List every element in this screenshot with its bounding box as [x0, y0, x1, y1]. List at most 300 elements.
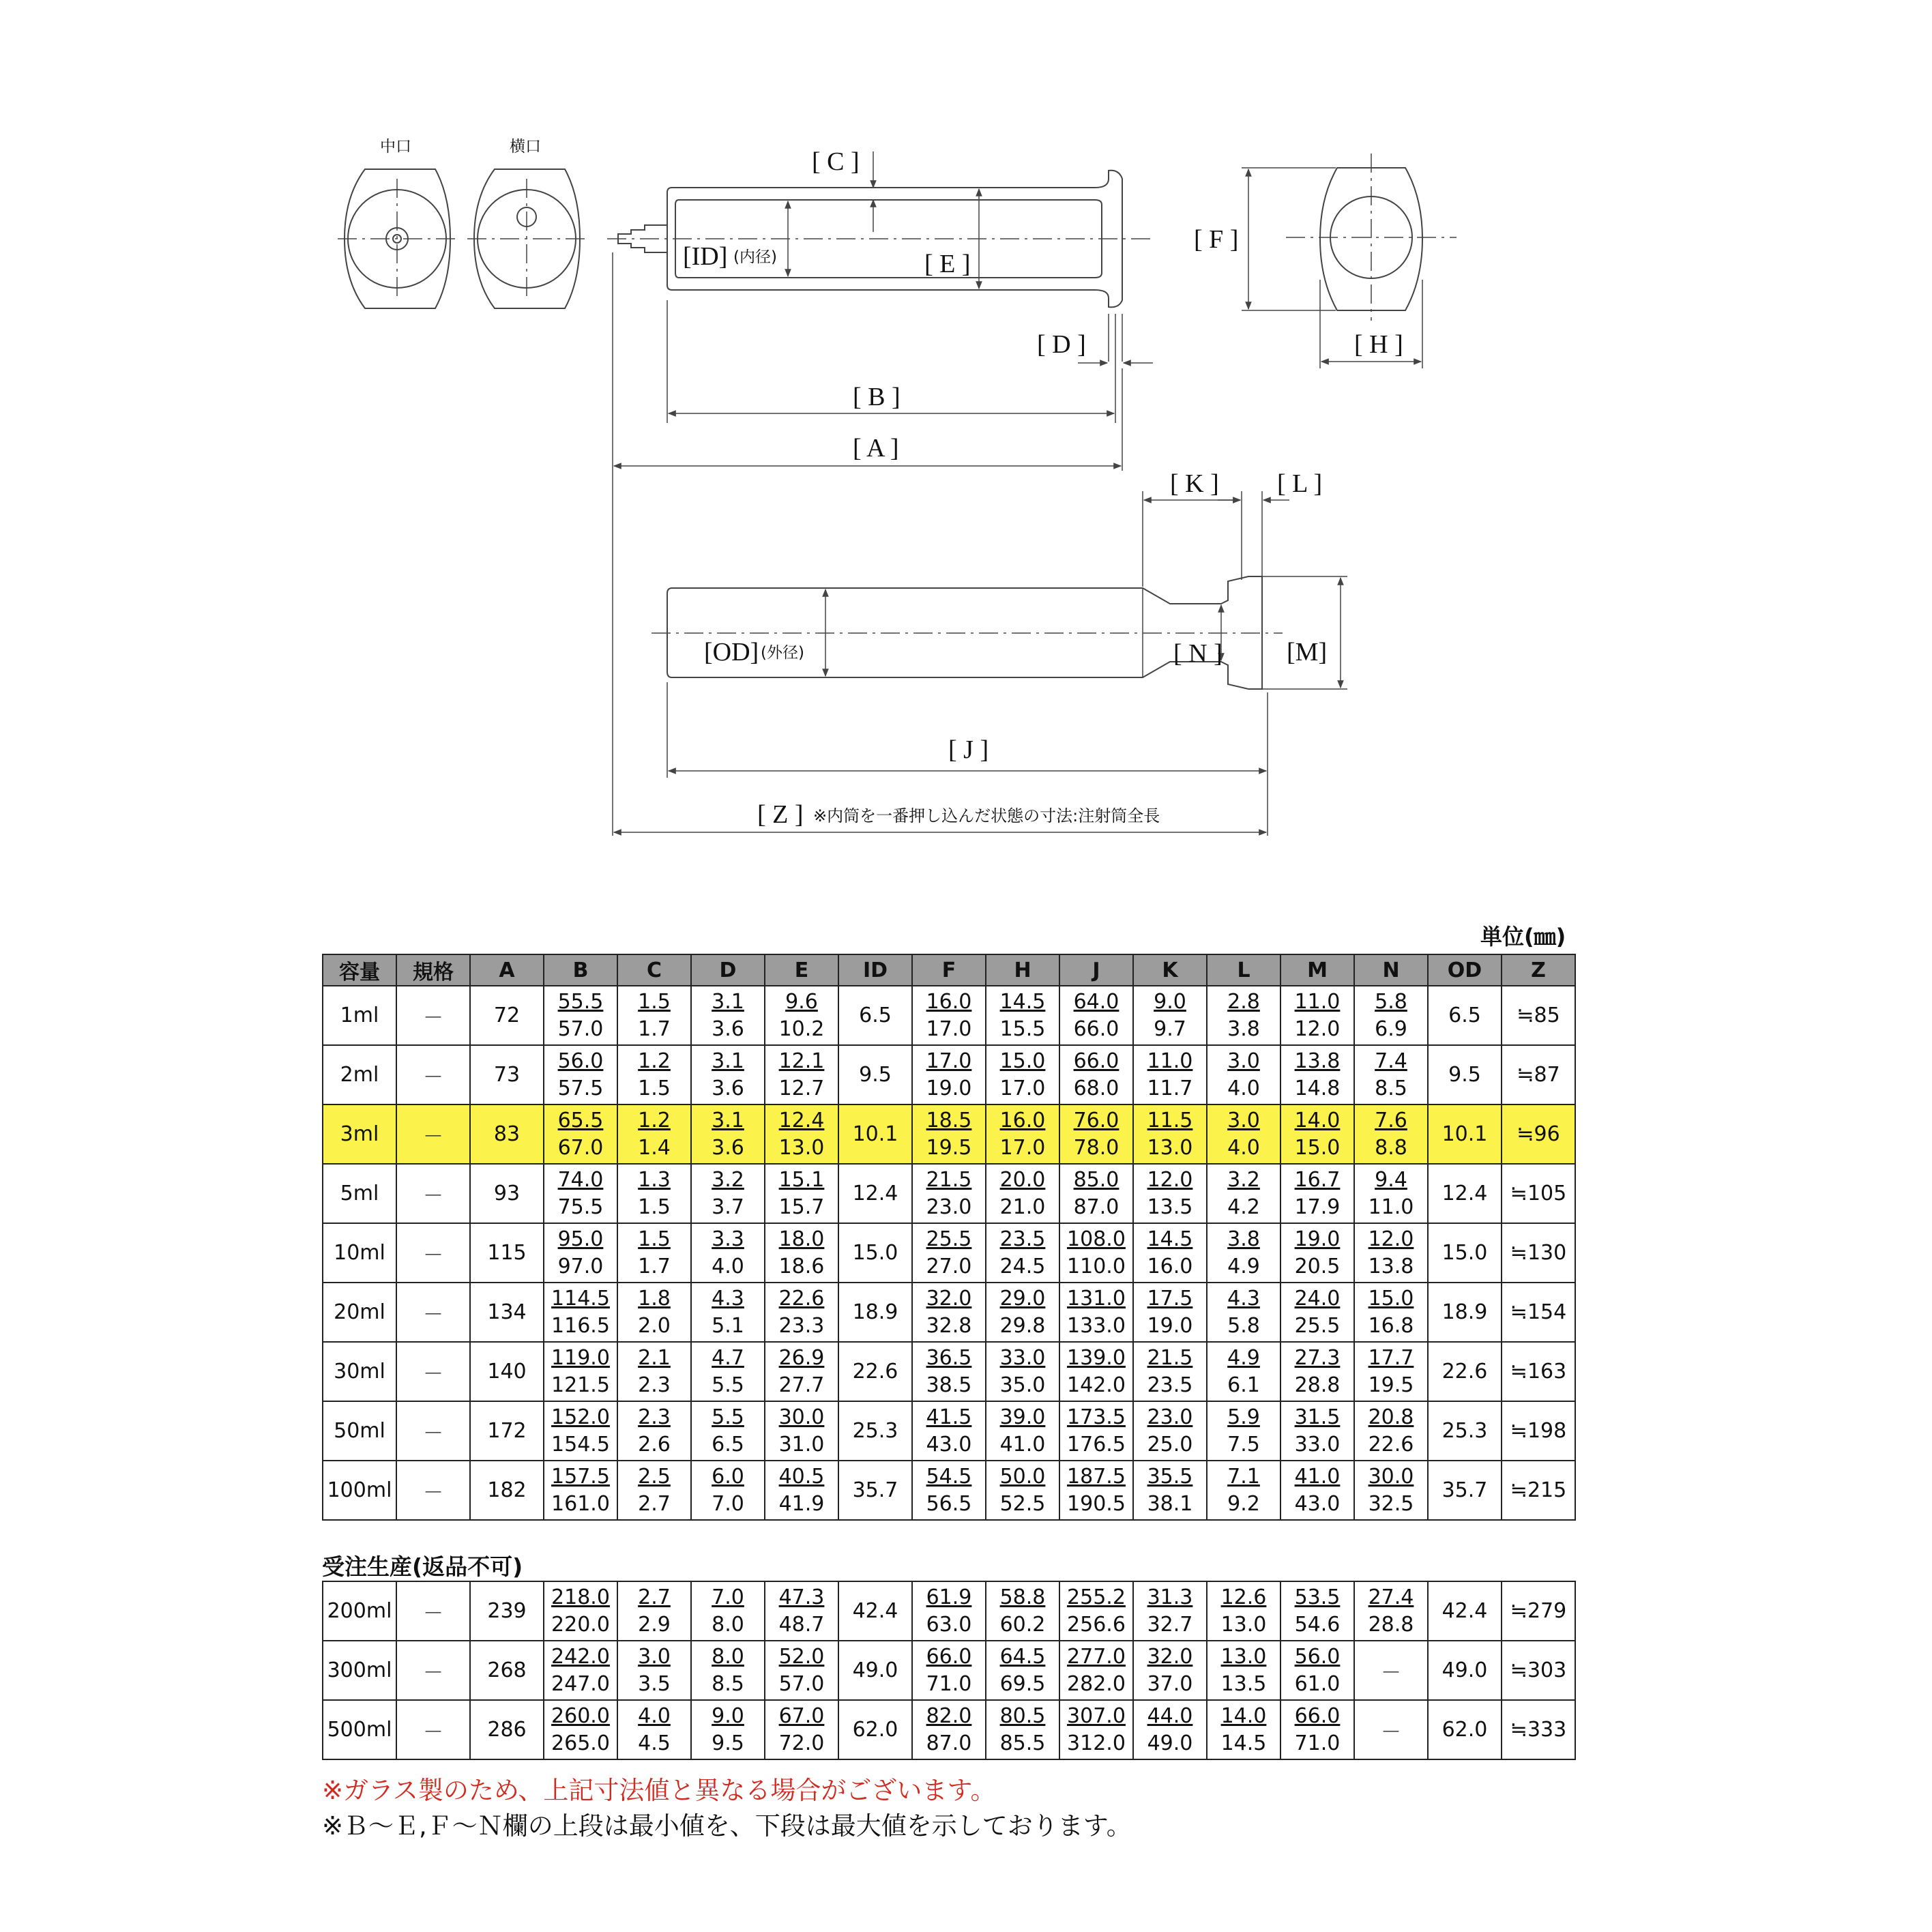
- table-row: [323, 1045, 1575, 1104]
- min-value: 54.5: [926, 1464, 972, 1489]
- cell-j: [1059, 1641, 1133, 1700]
- max-value: 72.0: [778, 1731, 825, 1755]
- cell-std: －: [396, 1164, 470, 1223]
- max-value: 38.1: [1147, 1491, 1193, 1516]
- min-value: 36.5: [926, 1345, 972, 1370]
- cell-l: [1207, 1641, 1280, 1700]
- max-value: 3.6: [712, 1135, 744, 1160]
- cell-e: [765, 1104, 838, 1164]
- dim-label-id: [ID]: [683, 242, 728, 271]
- cell-std: －: [396, 1641, 470, 1700]
- min-value: 307.0: [1067, 1703, 1126, 1728]
- table-row: [323, 1104, 1575, 1164]
- min-value: 41.5: [926, 1405, 972, 1429]
- max-value: 8.5: [1375, 1076, 1407, 1100]
- max-value: 60.2: [999, 1612, 1046, 1637]
- max-value: 4.0: [1227, 1135, 1260, 1160]
- cell-f: [912, 1283, 986, 1342]
- cell-h: [986, 1223, 1059, 1283]
- cell-a: 72: [470, 986, 544, 1045]
- max-value: 4.0: [712, 1254, 744, 1278]
- max-value: 4.0: [1227, 1076, 1260, 1100]
- max-value: 21.0: [999, 1195, 1046, 1219]
- dim-label-e: [ E ]: [924, 250, 971, 278]
- max-value: 23.5: [1147, 1373, 1193, 1397]
- min-value: 3.2: [712, 1167, 744, 1192]
- cell-k: [1133, 1045, 1207, 1104]
- cell-h: [986, 1581, 1059, 1641]
- cell-std: －: [396, 1581, 470, 1641]
- cell-id: 15.0: [838, 1223, 912, 1283]
- min-value: 7.0: [712, 1585, 744, 1609]
- max-value: 6.9: [1375, 1016, 1407, 1041]
- max-value: 67.0: [557, 1135, 604, 1160]
- max-value: 176.5: [1067, 1432, 1126, 1457]
- dim-label-id-note: (内径): [733, 248, 777, 266]
- cell-d: [691, 1581, 765, 1641]
- cell-a: 134: [470, 1283, 544, 1342]
- header-k: K: [1133, 954, 1207, 986]
- min-value: 4.0: [638, 1703, 671, 1728]
- min-value: 30.0: [778, 1405, 825, 1429]
- cell-f: [912, 1164, 986, 1223]
- cell-k: [1133, 986, 1207, 1045]
- min-value: 32.0: [926, 1286, 972, 1311]
- min-value: 3.1: [712, 989, 744, 1014]
- max-value: 190.5: [1067, 1491, 1126, 1516]
- cell-od: 18.9: [1428, 1283, 1502, 1342]
- min-value: 11.0: [1294, 989, 1341, 1014]
- max-value: 87.0: [1073, 1195, 1119, 1219]
- min-value: 4.7: [712, 1345, 744, 1370]
- cell-od: 6.5: [1428, 986, 1502, 1045]
- header-id: ID: [838, 954, 912, 986]
- cell-n: [1354, 1223, 1428, 1283]
- min-value: 95.0: [557, 1227, 604, 1251]
- cell-f: [912, 1641, 986, 1700]
- cell-j: [1059, 1342, 1133, 1401]
- min-value: 14.0: [1294, 1108, 1341, 1132]
- cell-std: －: [396, 986, 470, 1045]
- max-value: 32.8: [926, 1313, 972, 1338]
- min-value: 12.1: [778, 1049, 825, 1073]
- cell-c: [617, 1164, 691, 1223]
- cell-id: 49.0: [838, 1641, 912, 1700]
- cell-l: [1207, 1283, 1280, 1342]
- max-value: 13.0: [1147, 1135, 1193, 1160]
- cell-m: [1280, 1164, 1354, 1223]
- max-value: 28.8: [1294, 1373, 1341, 1397]
- cell-id: 22.6: [838, 1342, 912, 1401]
- cell-cap: 100ml: [323, 1461, 396, 1520]
- cell-a: 182: [470, 1461, 544, 1520]
- min-value: 16.7: [1294, 1167, 1341, 1192]
- cell-std: －: [396, 1401, 470, 1461]
- cell-id: 12.4: [838, 1164, 912, 1223]
- min-value: 173.5: [1067, 1405, 1126, 1429]
- min-value: 277.0: [1067, 1644, 1126, 1669]
- cell-c: [617, 1581, 691, 1641]
- min-value: 21.5: [926, 1167, 972, 1192]
- cell-c: [617, 1700, 691, 1759]
- min-value: 8.0: [712, 1644, 744, 1669]
- cell-std: －: [396, 1283, 470, 1342]
- end-view-side-port: [467, 169, 587, 308]
- max-value: 161.0: [551, 1491, 610, 1516]
- min-value: 24.0: [1294, 1286, 1341, 1311]
- min-value: 66.0: [1294, 1703, 1341, 1728]
- min-value: 4.3: [712, 1286, 744, 1311]
- cell-d: [691, 986, 765, 1045]
- cell-c: [617, 1342, 691, 1401]
- cell-h: [986, 1283, 1059, 1342]
- cell-id: 42.4: [838, 1581, 912, 1641]
- cell-b: [544, 1461, 617, 1520]
- min-value: 66.0: [1073, 1049, 1119, 1073]
- cell-b: [544, 1283, 617, 1342]
- max-value: 110.0: [1067, 1254, 1126, 1278]
- cell-j: [1059, 1581, 1133, 1641]
- cell-b: [544, 1045, 617, 1104]
- max-value: 15.5: [999, 1016, 1046, 1041]
- max-value: 13.0: [778, 1135, 825, 1160]
- header-a: A: [470, 954, 544, 986]
- end-view-center-port: [338, 169, 456, 308]
- min-value: 7.6: [1375, 1108, 1407, 1132]
- cell-h: [986, 1045, 1059, 1104]
- cell-n: [1354, 1461, 1428, 1520]
- cell-a: 83: [470, 1104, 544, 1164]
- max-value: 17.0: [926, 1016, 972, 1041]
- max-value: 2.9: [638, 1612, 671, 1637]
- min-value: 16.0: [926, 989, 972, 1014]
- cell-j: [1059, 1283, 1133, 1342]
- min-value: 11.5: [1147, 1108, 1193, 1132]
- max-value: 2.6: [638, 1432, 671, 1457]
- min-value: 31.5: [1294, 1405, 1341, 1429]
- max-value: 1.7: [638, 1016, 671, 1041]
- max-value: 116.5: [551, 1313, 610, 1338]
- cell-c: [617, 1104, 691, 1164]
- dim-label-a: [ A ]: [853, 434, 899, 463]
- cell-e: [765, 1581, 838, 1641]
- max-value: 31.0: [778, 1432, 825, 1457]
- min-value: 21.5: [1147, 1345, 1193, 1370]
- max-value: 68.0: [1073, 1076, 1119, 1100]
- header-e: E: [765, 954, 838, 986]
- table-row: [323, 1581, 1575, 1641]
- min-value: 139.0: [1067, 1345, 1126, 1370]
- cell-k: [1133, 1581, 1207, 1641]
- header-d: D: [691, 954, 765, 986]
- max-value: 61.0: [1294, 1671, 1341, 1696]
- cell-c: [617, 1401, 691, 1461]
- header-j: J: [1059, 954, 1133, 986]
- cell-z: ≒279: [1502, 1581, 1575, 1641]
- min-value: 19.0: [1294, 1227, 1341, 1251]
- min-value: 65.5: [557, 1108, 604, 1132]
- header-h: H: [986, 954, 1059, 986]
- cell-z: ≒215: [1502, 1461, 1575, 1520]
- cell-n: [1354, 1104, 1428, 1164]
- cell-a: 172: [470, 1401, 544, 1461]
- min-value: 1.5: [638, 989, 671, 1014]
- max-value: 3.6: [712, 1016, 744, 1041]
- cell-k: [1133, 1283, 1207, 1342]
- min-value: 187.5: [1067, 1464, 1126, 1489]
- cell-std: －: [396, 1461, 470, 1520]
- cell-n: [1354, 986, 1428, 1045]
- min-value: 11.0: [1147, 1049, 1193, 1073]
- min-value: 2.8: [1227, 989, 1260, 1014]
- max-value: 17.0: [999, 1135, 1046, 1160]
- cell-od: 42.4: [1428, 1581, 1502, 1641]
- dim-label-d: [ D ]: [1037, 330, 1086, 359]
- max-value: 37.0: [1147, 1671, 1193, 1696]
- cell-k: [1133, 1342, 1207, 1401]
- max-value: 2.0: [638, 1313, 671, 1338]
- max-value: 57.5: [557, 1076, 604, 1100]
- max-value: 121.5: [551, 1373, 610, 1397]
- max-value: 54.6: [1294, 1612, 1341, 1637]
- unit-label: 単位(㎜): [1480, 924, 1566, 950]
- max-value: 24.5: [999, 1254, 1046, 1278]
- cell-n: [1354, 1401, 1428, 1461]
- cell-n: [1354, 1283, 1428, 1342]
- min-value: 5.5: [712, 1405, 744, 1429]
- cell-od: 10.1: [1428, 1104, 1502, 1164]
- min-value: 3.8: [1227, 1227, 1260, 1251]
- header-f: F: [912, 954, 986, 986]
- cell-f: [912, 1581, 986, 1641]
- min-value: 3.3: [712, 1227, 744, 1251]
- min-value: 20.0: [999, 1167, 1046, 1192]
- dim-label-h: [ H ]: [1354, 330, 1403, 359]
- min-value: 13.0: [1220, 1644, 1267, 1669]
- min-value: 9.6: [785, 989, 818, 1014]
- header-std: 規格: [396, 954, 470, 986]
- max-value: 56.5: [926, 1491, 972, 1516]
- cell-k: [1133, 1401, 1207, 1461]
- max-value: 20.5: [1294, 1254, 1341, 1278]
- cell-z: ≒303: [1502, 1641, 1575, 1700]
- header-cap: 容量: [323, 954, 396, 986]
- z-note: ※内筒を一番押し込んだ状態の寸法:注射筒全長: [813, 806, 1160, 825]
- max-value: 18.6: [778, 1254, 825, 1278]
- cell-d: [691, 1164, 765, 1223]
- cell-n: [1354, 1164, 1428, 1223]
- max-value: 4.2: [1227, 1195, 1260, 1219]
- cell-m: [1280, 1461, 1354, 1520]
- min-value: 3.0: [1227, 1108, 1260, 1132]
- min-value: 17.7: [1368, 1345, 1414, 1370]
- max-value: 282.0: [1067, 1671, 1126, 1696]
- cell-a: 73: [470, 1045, 544, 1104]
- min-value: 27.4: [1368, 1585, 1414, 1609]
- dim-label-l: [ L ]: [1277, 469, 1323, 498]
- max-value: 142.0: [1067, 1373, 1126, 1397]
- min-value: 23.0: [1147, 1405, 1193, 1429]
- min-value: 12.0: [1147, 1167, 1193, 1192]
- max-value: 3.6: [712, 1076, 744, 1100]
- cell-l: [1207, 1342, 1280, 1401]
- min-value: 85.0: [1073, 1167, 1119, 1192]
- max-value: 8.5: [712, 1671, 744, 1696]
- cell-k: [1133, 1104, 1207, 1164]
- cell-j: [1059, 1461, 1133, 1520]
- max-value: 11.0: [1368, 1195, 1414, 1219]
- min-value: 58.8: [999, 1585, 1046, 1609]
- table-row: [323, 1461, 1575, 1520]
- cell-f: [912, 1342, 986, 1401]
- max-value: 7.0: [712, 1491, 744, 1516]
- min-value: 18.0: [778, 1227, 825, 1251]
- max-value: 5.5: [712, 1373, 744, 1397]
- min-value: 44.0: [1147, 1703, 1193, 1728]
- cell-m: [1280, 1342, 1354, 1401]
- table-row: [323, 1223, 1575, 1283]
- cell-id: 35.7: [838, 1461, 912, 1520]
- max-value: 38.5: [926, 1373, 972, 1397]
- min-value: 64.5: [999, 1644, 1046, 1669]
- cell-b: [544, 986, 617, 1045]
- min-value: 15.0: [999, 1049, 1046, 1073]
- max-value: 19.5: [926, 1135, 972, 1160]
- table-row: [323, 1283, 1575, 1342]
- min-value: 74.0: [557, 1167, 604, 1192]
- max-value: 63.0: [926, 1612, 972, 1637]
- dim-label-c: [ C ]: [812, 147, 860, 176]
- cell-id: 10.1: [838, 1104, 912, 1164]
- cell-f: [912, 1223, 986, 1283]
- cell-b: [544, 1700, 617, 1759]
- cell-od: 35.7: [1428, 1461, 1502, 1520]
- header-c: C: [617, 954, 691, 986]
- cell-e: [765, 1283, 838, 1342]
- min-value: 12.6: [1220, 1585, 1267, 1609]
- cell-a: 140: [470, 1342, 544, 1401]
- cell-b: [544, 1641, 617, 1700]
- max-value: 35.0: [999, 1373, 1046, 1397]
- cell-cap: 1ml: [323, 986, 396, 1045]
- max-value: 6.5: [712, 1432, 744, 1457]
- max-value: 16.8: [1368, 1313, 1414, 1338]
- max-value: 256.6: [1067, 1612, 1126, 1637]
- center-port-label: 中口: [380, 138, 411, 156]
- min-value: 5.9: [1227, 1405, 1260, 1429]
- cell-d: [691, 1461, 765, 1520]
- max-value: 9.7: [1154, 1016, 1186, 1041]
- cell-m: [1280, 1700, 1354, 1759]
- cell-k: [1133, 1223, 1207, 1283]
- max-value: 12.0: [1294, 1016, 1341, 1041]
- cell-j: [1059, 1164, 1133, 1223]
- max-value: 19.0: [1147, 1313, 1193, 1338]
- min-value: 152.0: [551, 1405, 610, 1429]
- header-z: Z: [1502, 954, 1575, 986]
- cell-h: [986, 1700, 1059, 1759]
- min-value: 26.9: [778, 1345, 825, 1370]
- max-value: 8.0: [712, 1612, 744, 1637]
- table-row: [323, 986, 1575, 1045]
- max-value: 17.9: [1294, 1195, 1341, 1219]
- cell-z: ≒163: [1502, 1342, 1575, 1401]
- cell-j: [1059, 986, 1133, 1045]
- min-value: 1.2: [638, 1108, 671, 1132]
- max-value: 33.0: [1294, 1432, 1341, 1457]
- max-value: 9.2: [1227, 1491, 1260, 1516]
- cell-f: [912, 1461, 986, 1520]
- min-value: 56.0: [1294, 1644, 1341, 1669]
- cell-z: ≒96: [1502, 1104, 1575, 1164]
- max-value: 16.0: [1147, 1254, 1193, 1278]
- dim-label-f: [ F ]: [1194, 225, 1239, 254]
- dim-label-b: [ B ]: [853, 383, 901, 411]
- cell-d: [691, 1342, 765, 1401]
- table-row: [323, 1164, 1575, 1223]
- cell-h: [986, 1641, 1059, 1700]
- max-value: 312.0: [1067, 1731, 1126, 1755]
- min-value: 16.0: [999, 1108, 1046, 1132]
- max-value: 29.8: [999, 1313, 1046, 1338]
- min-value: 6.0: [712, 1464, 744, 1489]
- max-value: 14.8: [1294, 1076, 1341, 1100]
- max-value: 133.0: [1067, 1313, 1126, 1338]
- cell-cap: 2ml: [323, 1045, 396, 1104]
- max-value: 19.0: [926, 1076, 972, 1100]
- max-value: 23.3: [778, 1313, 825, 1338]
- max-value: 69.5: [999, 1671, 1046, 1696]
- cell-m: [1280, 1581, 1354, 1641]
- cell-k: [1133, 1461, 1207, 1520]
- cell-m: [1280, 1283, 1354, 1342]
- max-value: 4.5: [638, 1731, 671, 1755]
- cell-id: 18.9: [838, 1283, 912, 1342]
- min-value: 80.5: [999, 1703, 1046, 1728]
- plunger-side-view: [652, 576, 1283, 689]
- cell-e: [765, 1164, 838, 1223]
- cell-l: [1207, 1045, 1280, 1104]
- cell-cap: 10ml: [323, 1223, 396, 1283]
- side-port-label: 横口: [510, 138, 541, 156]
- cell-c: [617, 986, 691, 1045]
- max-value: 6.1: [1227, 1373, 1260, 1397]
- max-value: 13.5: [1220, 1671, 1267, 1696]
- min-value: 13.8: [1294, 1049, 1341, 1073]
- max-value: 11.7: [1147, 1076, 1193, 1100]
- min-value: 1.5: [638, 1227, 671, 1251]
- max-value: 3.8: [1227, 1016, 1260, 1041]
- cell-cap: 20ml: [323, 1283, 396, 1342]
- min-value: 242.0: [551, 1644, 610, 1669]
- max-value: 27.0: [926, 1254, 972, 1278]
- min-value: 3.1: [712, 1049, 744, 1073]
- max-value: 1.7: [638, 1254, 671, 1278]
- min-value: 14.5: [999, 989, 1046, 1014]
- cell-e: [765, 1641, 838, 1700]
- max-value: 66.0: [1073, 1016, 1119, 1041]
- min-value: 22.6: [778, 1286, 825, 1311]
- max-value: 25.0: [1147, 1432, 1193, 1457]
- cell-cap: 3ml: [323, 1104, 396, 1164]
- min-value: 64.0: [1073, 989, 1119, 1014]
- min-value: 2.7: [638, 1585, 671, 1609]
- max-value: 5.1: [712, 1313, 744, 1338]
- glass-variance-note: ※ガラス製のため、上記寸法値と異なる場合がございます。: [322, 1776, 996, 1805]
- max-value: 71.0: [926, 1671, 972, 1696]
- cell-d: [691, 1223, 765, 1283]
- max-value: 15.0: [1294, 1135, 1341, 1160]
